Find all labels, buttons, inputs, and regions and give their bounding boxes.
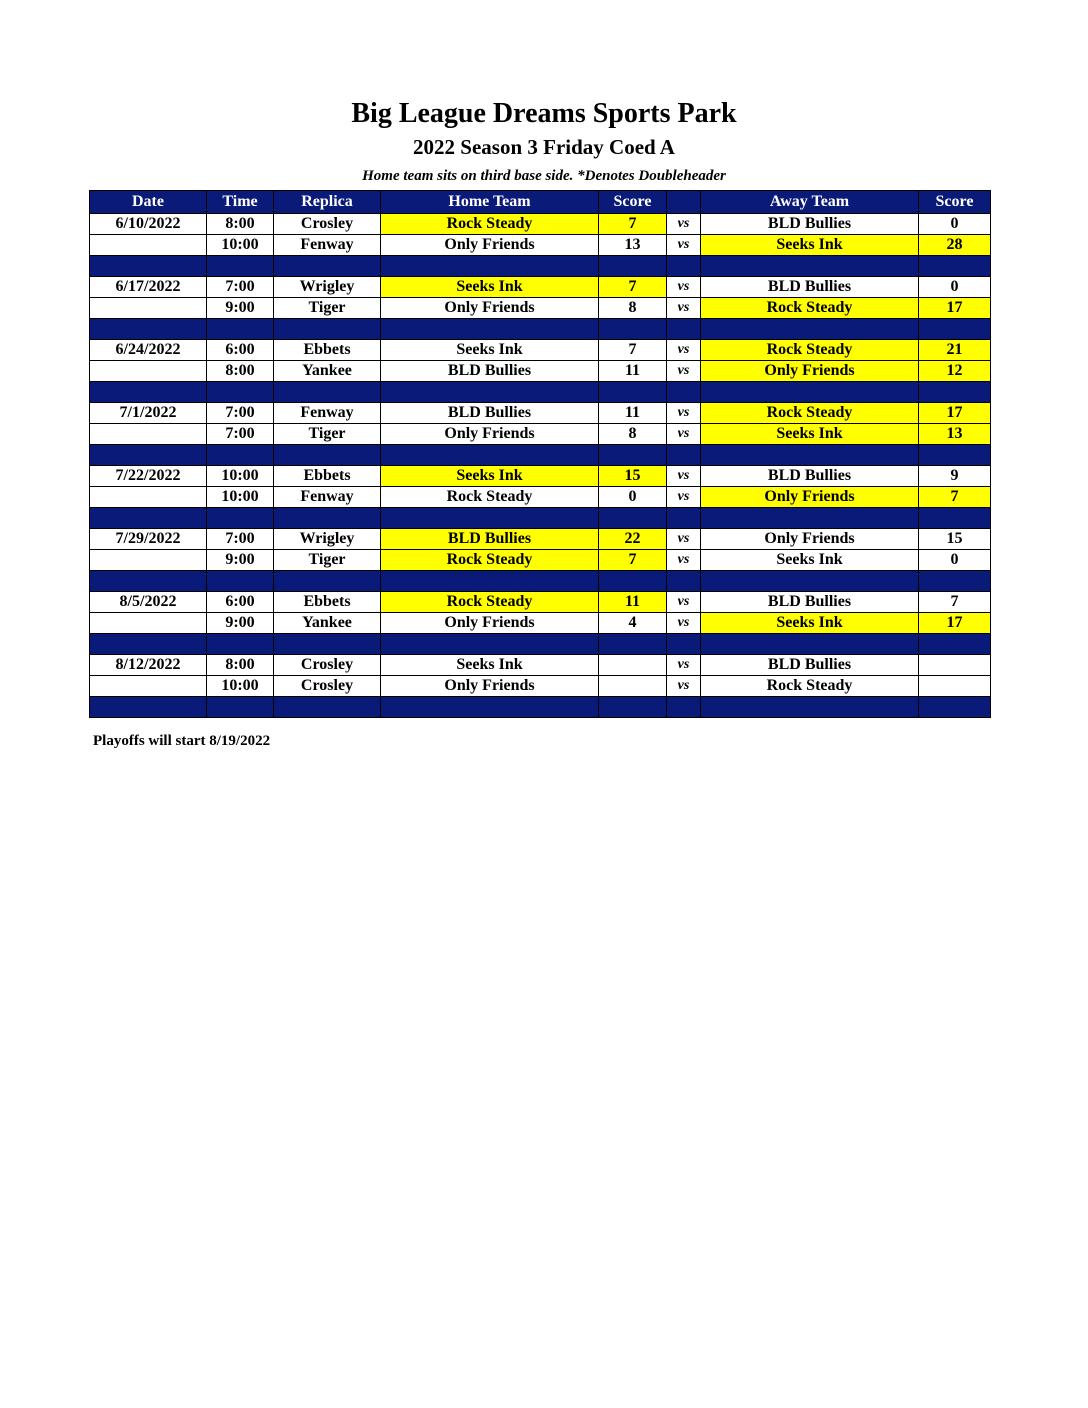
away-score: 28	[919, 235, 991, 256]
game-row	[90, 298, 991, 319]
separator-cell	[381, 508, 599, 529]
vs-label: vs	[667, 361, 701, 382]
game-time: 9:00	[207, 613, 274, 634]
vs-label: vs	[667, 424, 701, 445]
game-row	[90, 361, 991, 382]
away-team: Seeks Ink	[701, 613, 919, 634]
replica-field: Crosley	[274, 676, 381, 697]
home-team: BLD Bullies	[381, 361, 599, 382]
away-score: 0	[919, 214, 991, 235]
away-team: BLD Bullies	[701, 466, 919, 487]
separator-cell	[274, 571, 381, 592]
separator-cell	[667, 508, 701, 529]
separator-cell	[599, 445, 667, 466]
away-score: 13	[919, 424, 991, 445]
separator-cell	[207, 697, 274, 718]
game-row	[90, 403, 991, 424]
separator-cell	[919, 634, 991, 655]
separator-cell	[381, 445, 599, 466]
vs-label: vs	[667, 592, 701, 613]
replica-field: Yankee	[274, 613, 381, 634]
away-team: BLD Bullies	[701, 277, 919, 298]
home-team: Seeks Ink	[381, 655, 599, 676]
game-date: 8/12/2022	[90, 655, 207, 676]
game-row	[90, 340, 991, 361]
home-score: 8	[599, 424, 667, 445]
home-team: BLD Bullies	[381, 403, 599, 424]
schedule-note: Home team sits on third base side. *Denotes Doubleheader	[362, 168, 726, 184]
game-date: 7/29/2022	[90, 529, 207, 550]
separator-cell	[381, 697, 599, 718]
game-date	[90, 235, 207, 256]
home-score	[599, 655, 667, 676]
game-row	[90, 277, 991, 298]
separator-cell	[667, 634, 701, 655]
separator-cell	[274, 256, 381, 277]
replica-field: Wrigley	[274, 277, 381, 298]
separator-cell	[90, 319, 207, 340]
home-score: 11	[599, 361, 667, 382]
home-team: Seeks Ink	[381, 277, 599, 298]
game-time: 6:00	[207, 592, 274, 613]
vs-label: vs	[667, 466, 701, 487]
separator-cell	[207, 634, 274, 655]
game-time: 7:00	[207, 277, 274, 298]
away-team: Only Friends	[701, 529, 919, 550]
separator-cell	[599, 382, 667, 403]
game-row	[90, 466, 991, 487]
home-score	[599, 676, 667, 697]
vs-label: vs	[667, 277, 701, 298]
away-score: 7	[919, 592, 991, 613]
home-team: Seeks Ink	[381, 340, 599, 361]
game-time: 7:00	[207, 529, 274, 550]
game-row	[90, 214, 991, 235]
game-date: 6/10/2022	[90, 214, 207, 235]
away-team: BLD Bullies	[701, 214, 919, 235]
separator-cell	[90, 445, 207, 466]
away-team: BLD Bullies	[701, 592, 919, 613]
week-separator	[90, 445, 991, 466]
separator-cell	[701, 445, 919, 466]
home-team: Only Friends	[381, 235, 599, 256]
home-score: 7	[599, 550, 667, 571]
separator-cell	[701, 634, 919, 655]
separator-cell	[599, 508, 667, 529]
vs-label: vs	[667, 550, 701, 571]
separator-cell	[381, 382, 599, 403]
home-score: 7	[599, 340, 667, 361]
header-away-score: Score	[919, 191, 991, 214]
header-vs	[667, 191, 701, 214]
away-score: 15	[919, 529, 991, 550]
separator-cell	[381, 319, 599, 340]
separator-cell	[599, 319, 667, 340]
replica-field: Wrigley	[274, 529, 381, 550]
separator-cell	[667, 571, 701, 592]
replica-field: Ebbets	[274, 340, 381, 361]
header-time: Time	[207, 191, 274, 214]
separator-cell	[90, 256, 207, 277]
vs-label: vs	[667, 298, 701, 319]
game-row	[90, 550, 991, 571]
home-team: Only Friends	[381, 613, 599, 634]
vs-label: vs	[667, 214, 701, 235]
game-date	[90, 487, 207, 508]
week-separator	[90, 319, 991, 340]
separator-cell	[919, 319, 991, 340]
replica-field: Crosley	[274, 655, 381, 676]
home-score: 11	[599, 592, 667, 613]
game-date	[90, 424, 207, 445]
home-score: 11	[599, 403, 667, 424]
game-row	[90, 529, 991, 550]
away-score: 0	[919, 550, 991, 571]
home-team: Rock Steady	[381, 487, 599, 508]
away-score: 7	[919, 487, 991, 508]
schedule-table	[89, 190, 991, 718]
separator-cell	[919, 445, 991, 466]
separator-cell	[701, 256, 919, 277]
replica-field: Ebbets	[274, 592, 381, 613]
away-score: 17	[919, 298, 991, 319]
game-time: 7:00	[207, 403, 274, 424]
vs-label: vs	[667, 235, 701, 256]
game-time: 8:00	[207, 655, 274, 676]
week-separator	[90, 634, 991, 655]
separator-cell	[90, 571, 207, 592]
game-row	[90, 613, 991, 634]
home-team: Only Friends	[381, 424, 599, 445]
separator-cell	[701, 508, 919, 529]
away-team: Seeks Ink	[701, 424, 919, 445]
separator-cell	[381, 571, 599, 592]
away-team: Only Friends	[701, 487, 919, 508]
header-row	[90, 191, 991, 214]
home-score: 13	[599, 235, 667, 256]
separator-cell	[599, 634, 667, 655]
week-separator	[90, 508, 991, 529]
away-score: 12	[919, 361, 991, 382]
replica-field: Tiger	[274, 298, 381, 319]
home-team: Only Friends	[381, 676, 599, 697]
vs-label: vs	[667, 529, 701, 550]
separator-cell	[207, 508, 274, 529]
schedule-body	[90, 214, 991, 718]
separator-cell	[599, 256, 667, 277]
home-team: Only Friends	[381, 298, 599, 319]
game-time: 8:00	[207, 361, 274, 382]
home-score: 7	[599, 214, 667, 235]
separator-cell	[274, 697, 381, 718]
replica-field: Tiger	[274, 550, 381, 571]
home-score: 4	[599, 613, 667, 634]
away-score: 17	[919, 613, 991, 634]
week-separator	[90, 571, 991, 592]
separator-cell	[667, 382, 701, 403]
vs-label: vs	[667, 340, 701, 361]
home-team: Rock Steady	[381, 550, 599, 571]
away-score: 9	[919, 466, 991, 487]
vs-label: vs	[667, 676, 701, 697]
header-date: Date	[90, 191, 207, 214]
game-time: 10:00	[207, 487, 274, 508]
home-score: 15	[599, 466, 667, 487]
home-score: 22	[599, 529, 667, 550]
home-team: BLD Bullies	[381, 529, 599, 550]
game-row	[90, 424, 991, 445]
separator-cell	[599, 697, 667, 718]
separator-cell	[90, 382, 207, 403]
away-score	[919, 676, 991, 697]
game-date	[90, 361, 207, 382]
header-away-team: Away Team	[701, 191, 919, 214]
away-team: BLD Bullies	[701, 655, 919, 676]
game-row	[90, 676, 991, 697]
separator-cell	[701, 319, 919, 340]
separator-cell	[90, 508, 207, 529]
separator-cell	[274, 382, 381, 403]
away-score: 0	[919, 277, 991, 298]
separator-cell	[919, 382, 991, 403]
away-team: Only Friends	[701, 361, 919, 382]
header-replica: Replica	[274, 191, 381, 214]
separator-cell	[919, 697, 991, 718]
game-time: 9:00	[207, 550, 274, 571]
game-date: 6/17/2022	[90, 277, 207, 298]
separator-cell	[274, 445, 381, 466]
week-separator	[90, 697, 991, 718]
home-team: Seeks Ink	[381, 466, 599, 487]
separator-cell	[701, 382, 919, 403]
away-team: Seeks Ink	[701, 235, 919, 256]
away-score	[919, 655, 991, 676]
separator-cell	[207, 382, 274, 403]
game-date	[90, 550, 207, 571]
week-separator	[90, 256, 991, 277]
separator-cell	[274, 508, 381, 529]
home-score: 0	[599, 487, 667, 508]
separator-cell	[667, 319, 701, 340]
separator-cell	[207, 319, 274, 340]
replica-field: Fenway	[274, 487, 381, 508]
replica-field: Fenway	[274, 403, 381, 424]
game-time: 10:00	[207, 466, 274, 487]
vs-label: vs	[667, 487, 701, 508]
game-time: 10:00	[207, 235, 274, 256]
game-time: 8:00	[207, 214, 274, 235]
page-title: Big League Dreams Sports Park	[351, 98, 737, 129]
separator-cell	[919, 508, 991, 529]
away-team: Seeks Ink	[701, 550, 919, 571]
game-date: 7/1/2022	[90, 403, 207, 424]
game-time: 7:00	[207, 424, 274, 445]
game-row	[90, 592, 991, 613]
home-team: Rock Steady	[381, 214, 599, 235]
vs-label: vs	[667, 655, 701, 676]
game-date: 6/24/2022	[90, 340, 207, 361]
home-score: 8	[599, 298, 667, 319]
game-row	[90, 235, 991, 256]
header-home-score: Score	[599, 191, 667, 214]
vs-label: vs	[667, 613, 701, 634]
replica-field: Tiger	[274, 424, 381, 445]
replica-field: Yankee	[274, 361, 381, 382]
game-date	[90, 676, 207, 697]
home-team: Rock Steady	[381, 592, 599, 613]
replica-field: Ebbets	[274, 466, 381, 487]
away-team: Rock Steady	[701, 403, 919, 424]
game-row	[90, 655, 991, 676]
game-time: 6:00	[207, 340, 274, 361]
header-home-team: Home Team	[381, 191, 599, 214]
home-score: 7	[599, 277, 667, 298]
game-date	[90, 298, 207, 319]
game-date	[90, 613, 207, 634]
separator-cell	[90, 634, 207, 655]
away-score: 17	[919, 403, 991, 424]
separator-cell	[599, 571, 667, 592]
away-team: Rock Steady	[701, 340, 919, 361]
away-score: 21	[919, 340, 991, 361]
game-time: 10:00	[207, 676, 274, 697]
separator-cell	[667, 256, 701, 277]
game-date: 7/22/2022	[90, 466, 207, 487]
separator-cell	[701, 571, 919, 592]
separator-cell	[919, 256, 991, 277]
game-date: 8/5/2022	[90, 592, 207, 613]
separator-cell	[274, 319, 381, 340]
page-subtitle: 2022 Season 3 Friday Coed A	[413, 135, 675, 159]
playoffs-note: Playoffs will start 8/19/2022	[93, 733, 271, 749]
vs-label: vs	[667, 403, 701, 424]
game-row	[90, 487, 991, 508]
separator-cell	[207, 571, 274, 592]
separator-cell	[90, 697, 207, 718]
away-team: Rock Steady	[701, 676, 919, 697]
away-team: Rock Steady	[701, 298, 919, 319]
separator-cell	[207, 256, 274, 277]
separator-cell	[381, 256, 599, 277]
replica-field: Fenway	[274, 235, 381, 256]
separator-cell	[667, 697, 701, 718]
separator-cell	[701, 697, 919, 718]
separator-cell	[919, 571, 991, 592]
separator-cell	[667, 445, 701, 466]
separator-cell	[381, 634, 599, 655]
separator-cell	[274, 634, 381, 655]
game-time: 9:00	[207, 298, 274, 319]
week-separator	[90, 382, 991, 403]
replica-field: Crosley	[274, 214, 381, 235]
separator-cell	[207, 445, 274, 466]
